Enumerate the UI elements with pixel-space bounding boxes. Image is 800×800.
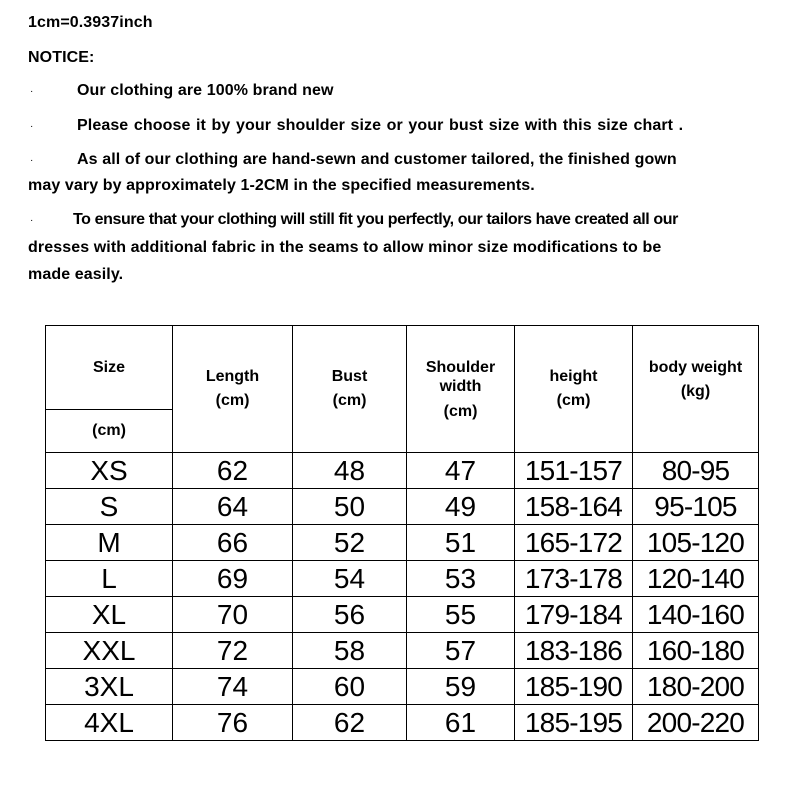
weight-cell: 95-105 [633, 489, 759, 525]
header-weight-unit: (kg) [680, 383, 711, 400]
header-length-unit: (cm) [215, 392, 250, 409]
bust-cell: 50 [293, 489, 407, 525]
table-header-row [46, 326, 759, 410]
length-cell: 72 [173, 633, 293, 669]
shoulder-cell: 51 [407, 525, 515, 561]
shoulder-cell: 59 [407, 669, 515, 705]
weight-cell: 180-200 [633, 669, 759, 705]
size-cell: XS [46, 453, 173, 489]
table-row [46, 669, 759, 705]
notice-item-2: Please choose it by your shoulder size or your bust size with this size chart . [77, 117, 684, 134]
shoulder-cell: 49 [407, 489, 515, 525]
header-bust [293, 326, 407, 453]
notice-item-3-line-2: may vary by approximately 1-2CM in the specified measurements. [28, 177, 535, 194]
size-cell: M [46, 525, 173, 561]
conversion-note: 1cm=0.3937inch [28, 14, 153, 31]
height-cell: 179-184 [515, 597, 633, 633]
weight-cell: 120-140 [633, 561, 759, 597]
bullet-icon: · [30, 215, 34, 226]
bust-cell: 62 [293, 705, 407, 741]
shoulder-cell: 57 [407, 633, 515, 669]
notice-item-4-line-2: dresses with additional fabric in the seams to allow minor size modifications to be [28, 239, 662, 256]
notice-title: NOTICE: [28, 49, 95, 66]
header-height-label: height [549, 368, 598, 385]
height-cell: 185-195 [515, 705, 633, 741]
bust-cell: 60 [293, 669, 407, 705]
bust-cell: 58 [293, 633, 407, 669]
weight-cell: 160-180 [633, 633, 759, 669]
table-row [46, 705, 759, 741]
header-length [173, 326, 293, 453]
bust-cell: 52 [293, 525, 407, 561]
shoulder-cell: 53 [407, 561, 515, 597]
shoulder-cell: 47 [407, 453, 515, 489]
bust-cell: 48 [293, 453, 407, 489]
shoulder-cell: 61 [407, 705, 515, 741]
length-cell: 64 [173, 489, 293, 525]
weight-cell: 105-120 [633, 525, 759, 561]
size-chart-table [45, 325, 759, 741]
table-row [46, 597, 759, 633]
height-cell: 158-164 [515, 489, 633, 525]
header-size-unit: (cm) [92, 422, 126, 439]
height-cell: 185-190 [515, 669, 633, 705]
header-shoulder-unit: (cm) [443, 402, 478, 420]
header-shoulder-label-1: Shoulder [425, 358, 496, 376]
bust-cell: 54 [293, 561, 407, 597]
table-row [46, 561, 759, 597]
table-row [46, 633, 759, 669]
size-cell: S [46, 489, 173, 525]
size-cell: 4XL [46, 705, 173, 741]
header-weight-label: body weight [648, 359, 743, 376]
table-row [46, 453, 759, 489]
header-shoulder-label-2: width [439, 377, 482, 395]
length-cell: 70 [173, 597, 293, 633]
table-row [46, 489, 759, 525]
table-row [46, 525, 759, 561]
bust-cell: 56 [293, 597, 407, 633]
length-cell: 66 [173, 525, 293, 561]
height-cell: 173-178 [515, 561, 633, 597]
header-size-unit-cell [46, 410, 173, 453]
bullet-icon: · [30, 155, 34, 166]
weight-cell: 140-160 [633, 597, 759, 633]
notice-item-4-line-3: made easily. [28, 266, 124, 283]
height-cell: 165-172 [515, 525, 633, 561]
header-height [515, 326, 633, 453]
size-cell: XL [46, 597, 173, 633]
header-size [46, 326, 173, 410]
header-bust-unit: (cm) [332, 392, 367, 409]
weight-cell: 80-95 [633, 453, 759, 489]
header-bust-label: Bust [331, 368, 368, 385]
height-cell: 151-157 [515, 453, 633, 489]
weight-cell: 200-220 [633, 705, 759, 741]
notice-item-3-line-1: As all of our clothing are hand-sewn and customer tailored, the finished gown [77, 151, 677, 168]
header-height-unit: (cm) [556, 392, 591, 409]
size-cell: XXL [46, 633, 173, 669]
size-cell: L [46, 561, 173, 597]
height-cell: 183-186 [515, 633, 633, 669]
length-cell: 74 [173, 669, 293, 705]
header-weight [633, 326, 759, 453]
length-cell: 76 [173, 705, 293, 741]
header-length-label: Length [205, 368, 260, 385]
length-cell: 69 [173, 561, 293, 597]
header-shoulder [407, 326, 515, 453]
shoulder-cell: 55 [407, 597, 515, 633]
header-size-label: Size [92, 358, 125, 376]
notice-item-1: Our clothing are 100% brand new [77, 82, 334, 99]
bullet-icon: · [30, 121, 34, 132]
bullet-icon: · [30, 86, 34, 97]
length-cell: 62 [173, 453, 293, 489]
size-cell: 3XL [46, 669, 173, 705]
notice-item-4-line-1: To ensure that your clothing will still fit you perfectly, our tailors have created all our [73, 211, 678, 228]
